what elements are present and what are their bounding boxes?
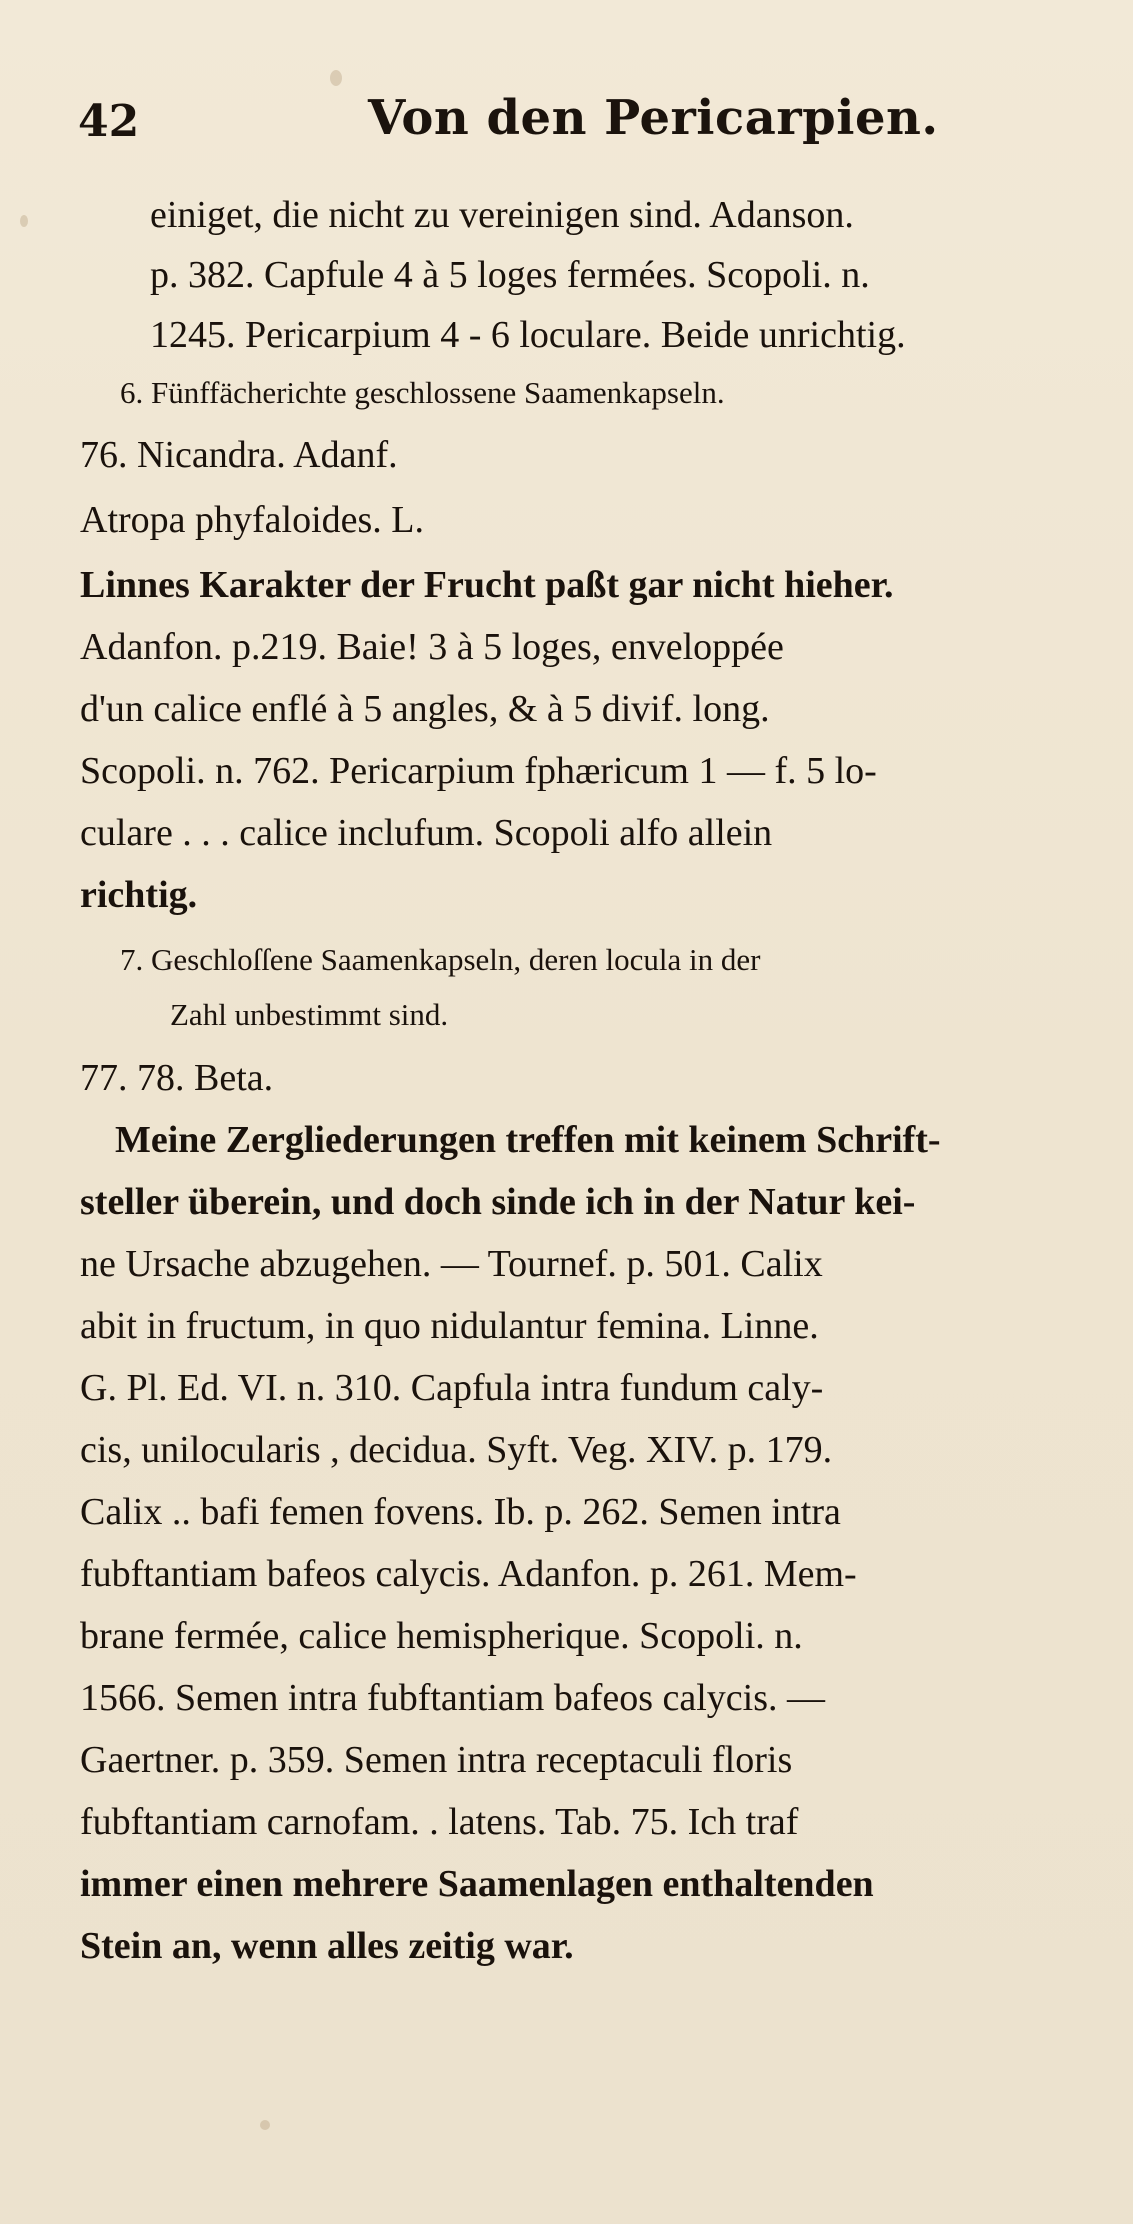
text-line: Scopoli. n. 762. Pericarpium fphæricum 1 — f. 5 lo- [80,750,877,792]
text-line: Linnes Karakter der Frucht paßt gar nicht hieher. [80,564,894,606]
text-line: steller überein, und doch sinde ich in der Natur kei- [80,1181,916,1223]
section-heading: Zahl unbestimmt sind. [170,997,449,1032]
paper-stain [330,70,342,86]
entry-heading: 76. Nicandra. Adanf. [80,434,398,476]
page-header [78,90,1078,160]
entry-heading: 77. 78. Beta. [80,1057,274,1099]
text-line: G. Pl. Ed. VI. n. 310. Capfula intra fundum caly- [80,1367,824,1409]
text-line: Adanfon. p.219. Baie! 3 à 5 loges, enveloppée [80,626,784,668]
text-line: 1566. Semen intra fubftantiam bafeos calycis. — [80,1677,826,1719]
text-line: Meine Zergliederungen treffen mit keinem Schrift- [115,1119,941,1161]
text-line: brane fermée, calice hemispherique. Scopoli. n. [80,1615,803,1657]
running-title: Von den Pericarpien. [368,90,939,146]
text-line: 1245. Pericarpium 4 - 6 loculare. Beide unrichtig. [150,314,906,356]
text-line: Gaertner. p. 359. Semen intra receptaculi floris [80,1739,793,1781]
paper-stain [260,2120,270,2130]
text-line: fubftantiam carnofam. . latens. Tab. 75. Ich traf [80,1801,799,1843]
text-line: cis, unilocularis , decidua. Syft. Veg. XIV. p. 179. [80,1429,833,1471]
text-line: p. 382. Capfule 4 à 5 loges fermées. Scopoli. n. [150,254,870,296]
paper-stain [20,215,28,227]
text-line: Calix .. bafi femen fovens. Ib. p. 262. Semen intra [80,1491,841,1533]
section-heading: 7. Geschloſſene Saamenkapseln, deren locula in der [120,942,761,977]
text-line: culare . . . calice inclufum. Scopoli alfo allein [80,812,773,854]
section-heading: 6. Fünffächerichte geschlossene Saamenkapseln. [120,375,725,410]
text-line: d'un calice enflé à 5 angles, & à 5 divif. long. [80,688,770,730]
text-line: einiget, die nicht zu vereinigen sind. Adanson. [150,194,854,236]
page-number: 42 [78,96,140,147]
text-line: abit in fructum, in quo nidulantur femina. Linne. [80,1305,819,1347]
text-line: ne Ursache abzugehen. — Tournef. p. 501. Calix [80,1243,823,1285]
text-line: fubftantiam bafeos calycis. Adanfon. p. 261. Mem- [80,1553,857,1595]
text-line: Atropa phyfaloides. L. [80,499,425,541]
text-line: Stein an, wenn alles zeitig war. [80,1925,574,1967]
text-line: richtig. [80,874,198,916]
text-line: immer einen mehrere Saamenlagen enthaltenden [80,1863,874,1905]
